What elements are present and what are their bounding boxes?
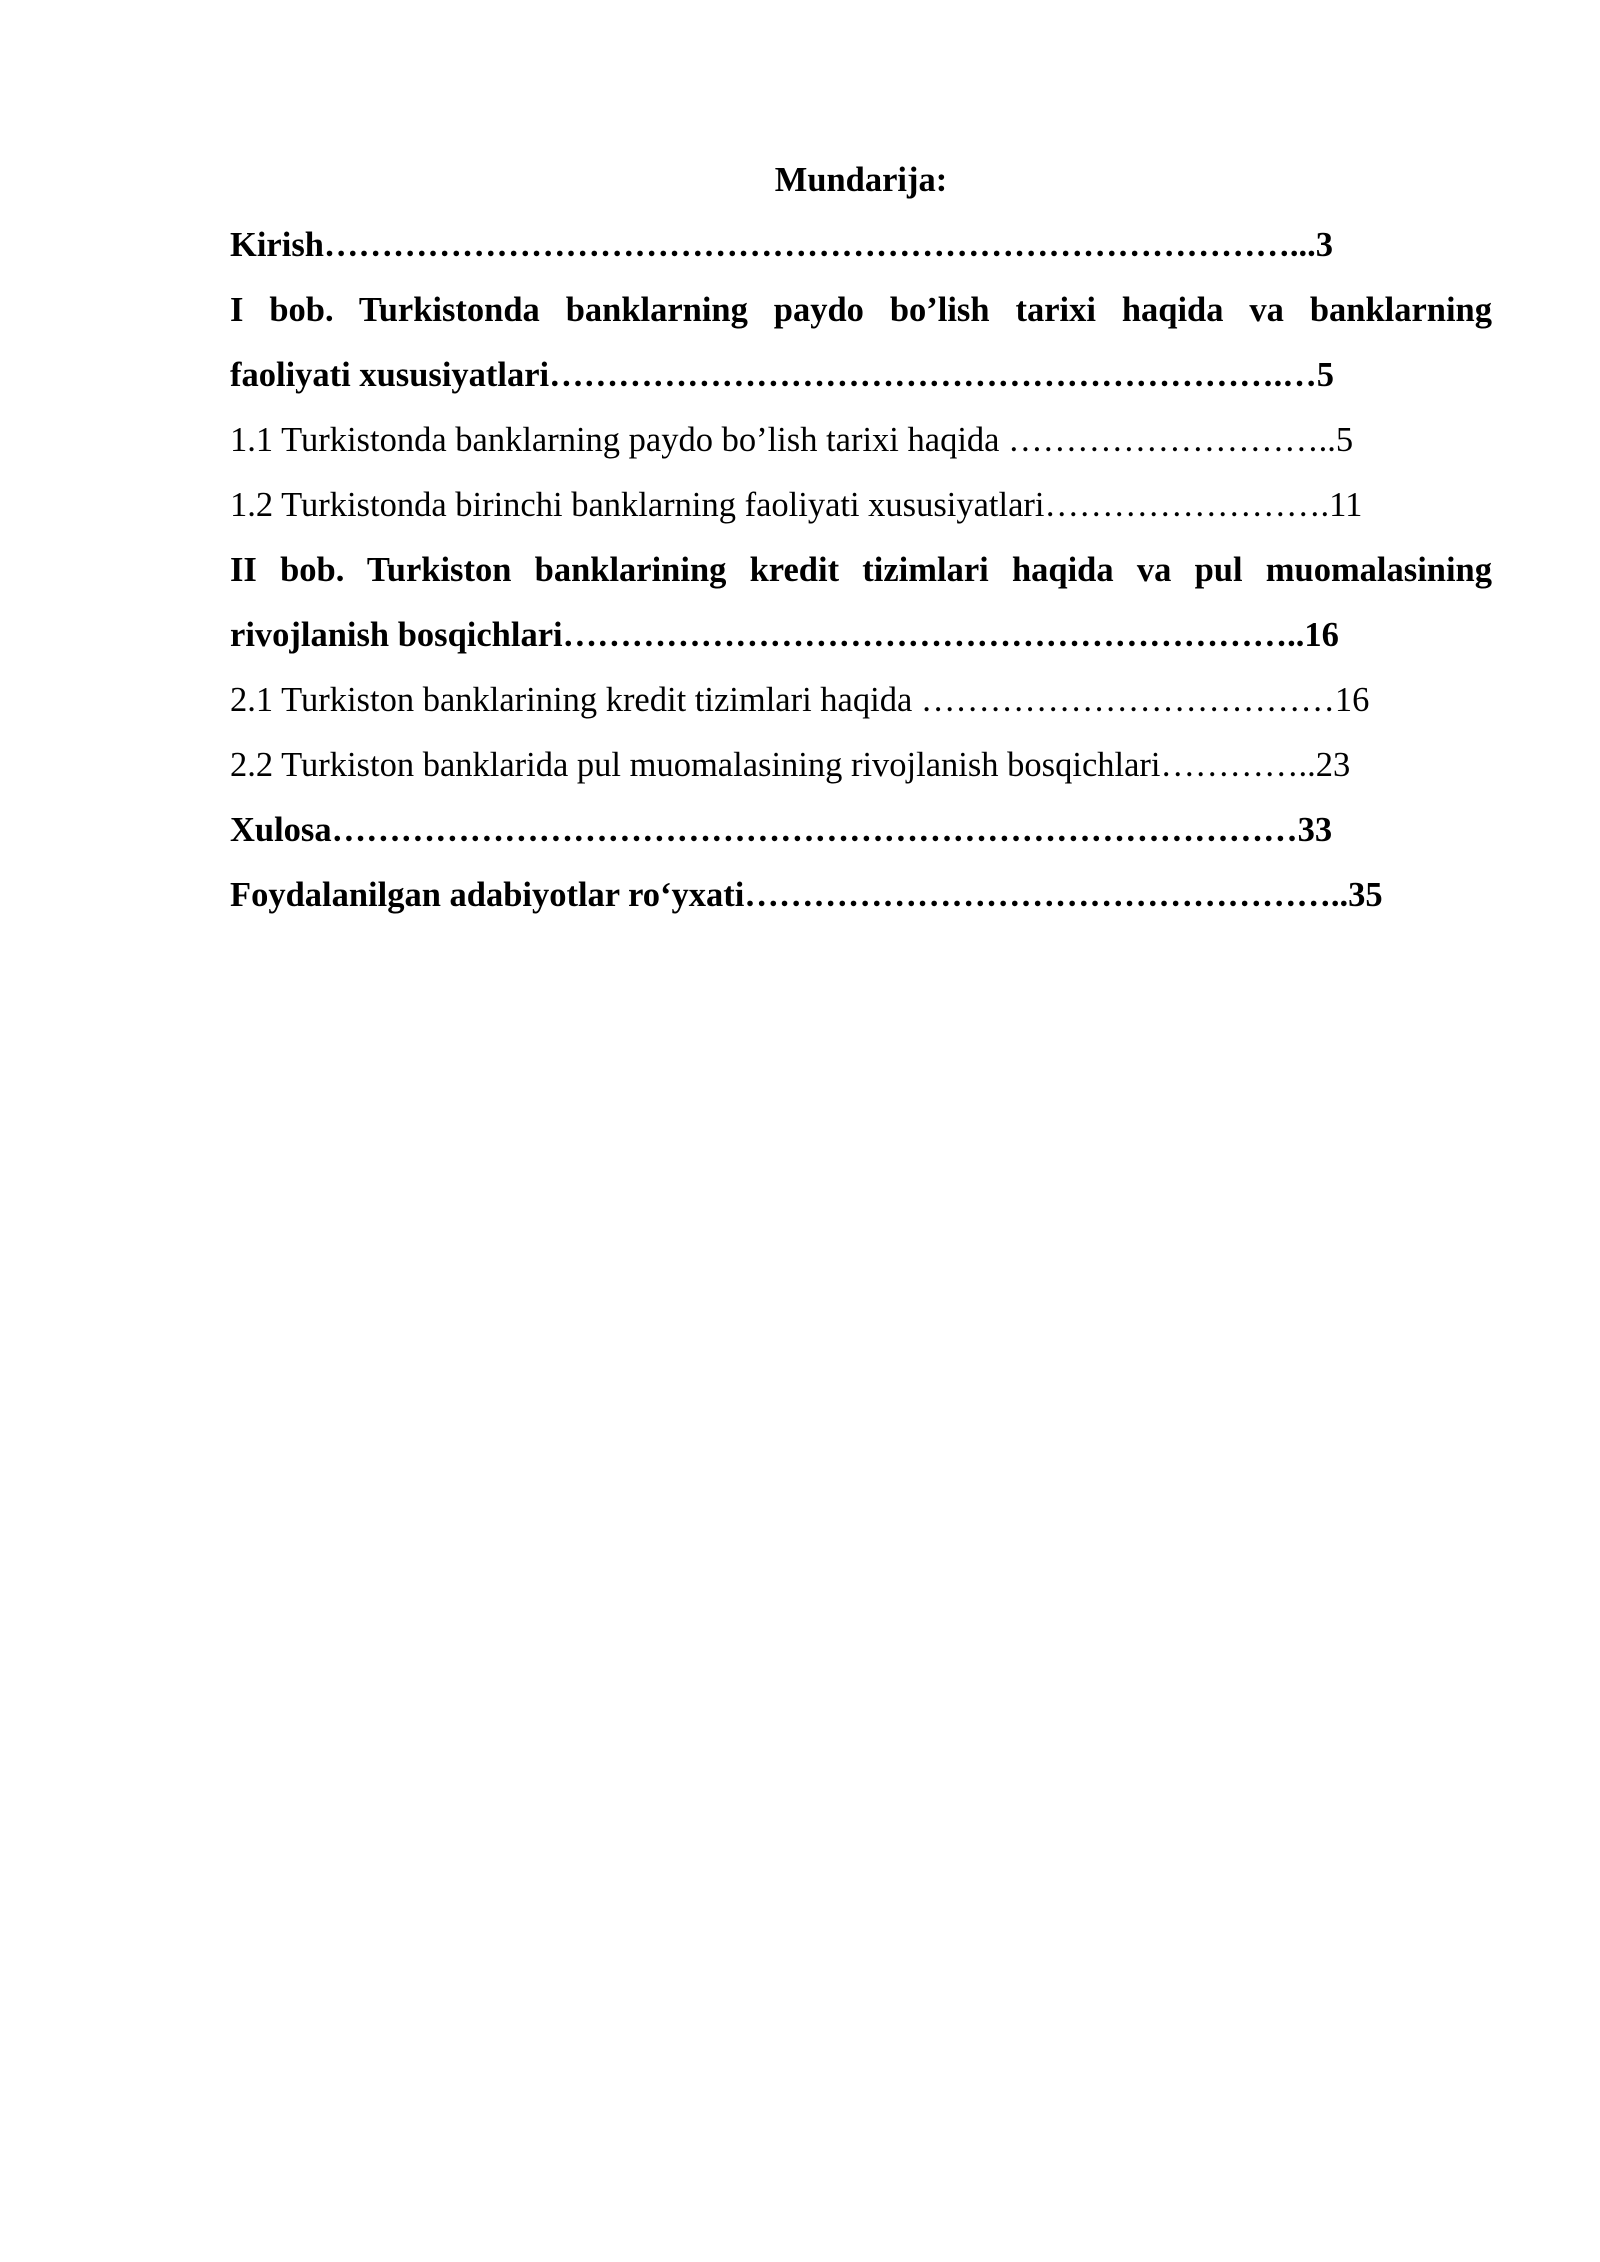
toc-entry-chapter-1-line-1: I bob. Turkistonda banklarning paydo bo’lish tarixi haqida va banklarning	[230, 291, 1492, 329]
toc-entry-chapter-1-line-2: faoliyati xususiyatlari……………………………………………………….…5	[230, 356, 1335, 394]
toc-entry-section-1-2: 1.2 Turkistonda birinchi banklarning faoliyati xususiyatlari…………………….11	[230, 486, 1363, 524]
toc-entry-section-2-2: 2.2 Turkiston banklarida pul muomalasining rivojlanish bosqichlari…………..23	[230, 746, 1351, 784]
table-of-contents	[230, 148, 1492, 928]
toc-entry-section-2-1: 2.1 Turkiston banklarining kredit tizimlari haqida ………………………………16	[230, 681, 1370, 719]
toc-entry-xulosa: Xulosa…………………………………………………………………………33	[230, 811, 1333, 849]
toc-title: Mundarija:	[774, 161, 948, 199]
toc-entry-kirish: Kirish…………………………………………………………………………...3	[230, 226, 1334, 264]
toc-entry-section-1-1: 1.1 Turkistonda banklarning paydo bo’lish tarixi haqida ………………………..5	[230, 421, 1354, 459]
toc-entry-adabiyotlar: Foydalanilgan adabiyotlar ro‘yxati……………………………………………..35	[230, 876, 1383, 914]
toc-entry-chapter-2-line-1: II bob. Turkiston banklarining kredit tizimlari haqida va pul muomalasining	[230, 551, 1492, 589]
toc-entry-chapter-2-line-2: rivojlanish bosqichlari………………………………………………………..16	[230, 616, 1339, 654]
